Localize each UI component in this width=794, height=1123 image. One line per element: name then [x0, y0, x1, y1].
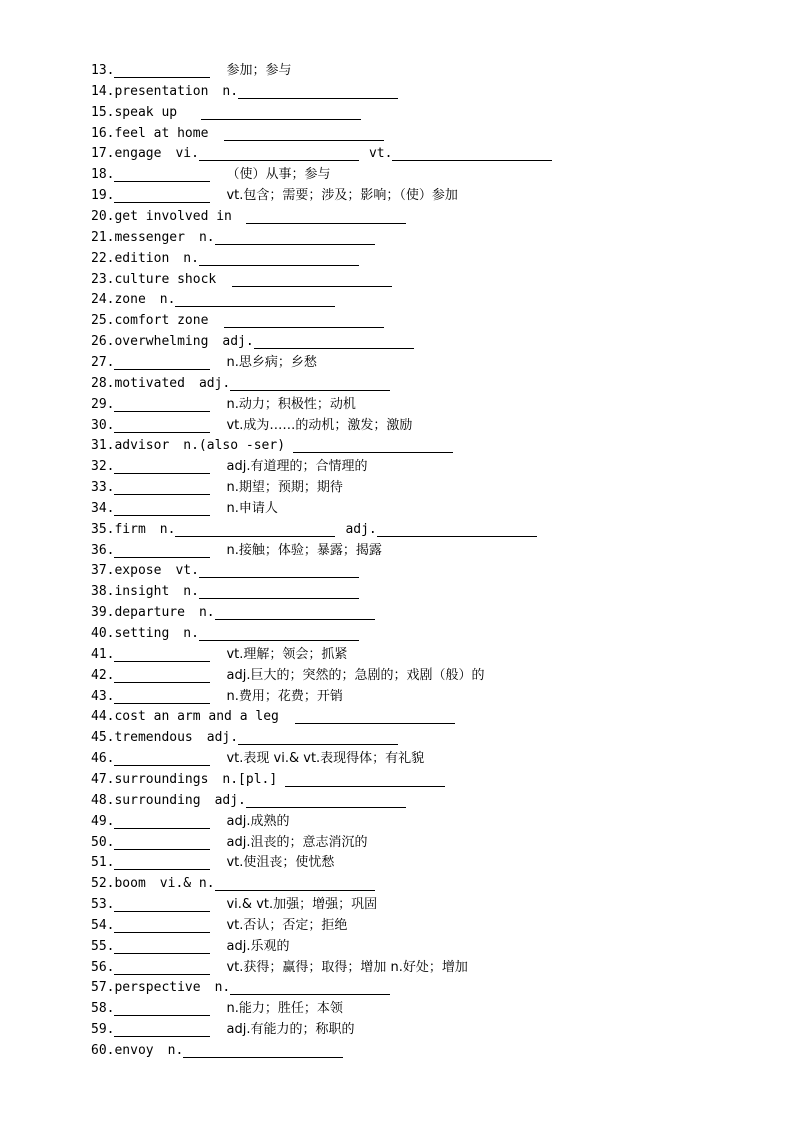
vocab-item	[91, 541, 382, 561]
answer-blank[interactable]	[114, 917, 210, 933]
definition-text: n.	[214, 980, 231, 996]
vocab-item	[91, 353, 317, 373]
answer-blank[interactable]	[230, 375, 390, 391]
vocab-term: engage	[114, 146, 162, 162]
definition-text: vi.	[175, 146, 199, 162]
vocab-item	[91, 520, 537, 540]
vocab-item	[91, 958, 468, 978]
definition-text: n.期望；预期；期待	[226, 480, 343, 495]
definition-text: adj.	[214, 792, 246, 808]
answer-blank[interactable]	[114, 417, 210, 433]
definition-text: n.	[183, 626, 199, 641]
vocab-term: expose	[114, 563, 162, 579]
answer-blank[interactable]	[224, 125, 384, 141]
vocab-item	[91, 436, 453, 456]
vocab-item	[91, 749, 424, 769]
definition-text: adj.有能力的；称职的	[226, 1022, 355, 1038]
vocab-item	[91, 82, 398, 102]
answer-blank[interactable]	[183, 1042, 343, 1058]
vocab-term: departure	[114, 605, 185, 621]
vocab-term: comfort zone	[114, 313, 209, 329]
answer-blank[interactable]	[246, 208, 406, 224]
vocab-item	[91, 270, 392, 290]
item-number: 51.	[91, 855, 115, 871]
definition-text: adj.	[345, 521, 377, 537]
definition-text: adj.	[206, 730, 239, 746]
answer-blank[interactable]	[230, 979, 390, 995]
answer-blank[interactable]	[114, 542, 210, 558]
answer-blank[interactable]	[199, 625, 359, 641]
vocab-item	[91, 916, 347, 936]
vocab-item	[91, 228, 375, 248]
definition-text: n.	[159, 521, 176, 537]
vocab-item	[91, 833, 367, 853]
vocab-item	[91, 249, 359, 269]
vocab-item	[91, 999, 343, 1019]
vocab-item	[91, 874, 375, 894]
vocab-term: edition	[114, 250, 170, 266]
vocab-term: cost an arm and a leg	[114, 709, 279, 725]
item-number: 22.	[91, 250, 115, 266]
item-number: 55.	[91, 938, 115, 954]
vocab-term: speak up	[114, 104, 178, 120]
item-number: 56.	[91, 959, 115, 975]
item-number: 32.	[91, 459, 115, 475]
answer-blank[interactable]	[392, 145, 552, 161]
answer-blank[interactable]	[224, 312, 384, 328]
answer-blank[interactable]	[114, 667, 210, 683]
vocab-term: feel at home	[114, 125, 209, 141]
item-number: 53.	[91, 897, 115, 912]
definition-text: n.思乡病；乡愁	[226, 354, 317, 370]
answer-blank[interactable]	[199, 583, 359, 599]
item-number: 46.	[91, 751, 115, 767]
definition-text: vt.使沮丧；使忧愁	[226, 855, 335, 871]
definition-text: n.	[183, 584, 199, 600]
item-number: 33.	[91, 480, 115, 495]
item-number: 58.	[91, 1001, 115, 1017]
answer-blank[interactable]	[199, 145, 359, 161]
vocab-term: boom	[114, 876, 146, 892]
vocab-item	[91, 707, 455, 727]
item-number: 19.	[91, 188, 115, 204]
item-number: 31.	[91, 438, 115, 454]
vocab-term: get involved in	[114, 209, 232, 224]
definition-text: n.动力；积极性；动机	[226, 396, 356, 412]
definition-text: vt.包含；需要；涉及；影响；（使）参加	[226, 188, 458, 204]
definition-text: adj.	[222, 334, 254, 350]
item-number: 40.	[91, 626, 115, 641]
item-number: 52.	[91, 876, 115, 892]
vocab-item	[91, 124, 384, 144]
answer-blank[interactable]	[114, 187, 210, 203]
vocab-term: motivated	[114, 375, 185, 391]
answer-blank[interactable]	[215, 229, 375, 245]
answer-blank[interactable]	[238, 729, 398, 745]
answer-blank[interactable]	[175, 521, 335, 537]
item-number: 37.	[91, 563, 115, 579]
answer-blank[interactable]	[232, 271, 392, 287]
answer-blank[interactable]	[114, 646, 210, 662]
definition-text: n.接触；体验；暴露；揭露	[226, 542, 382, 558]
item-number: 42.	[91, 667, 115, 683]
vocab-item	[91, 978, 390, 998]
vocab-item	[91, 416, 412, 436]
answer-blank[interactable]	[201, 104, 361, 120]
answer-blank[interactable]	[114, 479, 210, 495]
vocab-term: setting	[114, 626, 170, 641]
definition-text: vt.成为……的动机；激发；激励	[226, 417, 413, 433]
item-number: 59.	[91, 1022, 115, 1038]
answer-blank[interactable]	[114, 834, 210, 850]
answer-blank[interactable]	[285, 771, 445, 787]
vocab-term: surroundings	[114, 771, 209, 787]
item-number: 28.	[91, 375, 115, 391]
definition-text: adj.沮丧的；意志消沉的	[226, 834, 368, 850]
vocab-item	[91, 1020, 354, 1040]
definition-text: adj.有道理的；合情理的	[226, 459, 368, 475]
vocab-term: messenger	[114, 229, 185, 245]
definition-text: vi.& n.	[159, 876, 215, 892]
vocab-item	[91, 770, 445, 790]
item-number: 41.	[91, 646, 115, 662]
answer-blank[interactable]	[114, 896, 210, 912]
definition-text: vt.表现 vi.& vt.表现得体；有礼貌	[226, 751, 425, 767]
item-number: 23.	[91, 271, 115, 287]
vocab-term: overwhelming	[114, 334, 209, 350]
answer-blank[interactable]	[114, 854, 210, 870]
item-number: 35.	[91, 521, 115, 537]
answer-blank[interactable]	[215, 604, 375, 620]
vocab-term: perspective	[114, 980, 201, 996]
item-number: 44.	[91, 709, 115, 725]
vocab-item	[91, 624, 359, 644]
answer-blank[interactable]	[114, 1021, 210, 1037]
definition-text: adj.	[198, 375, 231, 391]
vocab-item	[91, 791, 406, 811]
definition-text: n.申请人	[226, 500, 278, 516]
item-number: 18.	[91, 167, 115, 183]
item-number: 24.	[91, 292, 115, 308]
vocab-item	[91, 582, 359, 602]
vocab-item	[91, 603, 375, 623]
definition-text: n.能力；胜任；本领	[226, 1001, 343, 1017]
definition-text: n.	[222, 83, 239, 99]
answer-blank[interactable]	[114, 813, 210, 829]
vocab-term: insight	[114, 584, 170, 600]
definition-text: n.	[167, 1043, 184, 1058]
item-number: 25.	[91, 313, 115, 329]
answer-blank[interactable]	[199, 562, 359, 578]
vocab-item	[91, 812, 289, 832]
item-number: 16.	[91, 125, 115, 141]
vocab-term: envoy	[114, 1043, 154, 1058]
answer-blank[interactable]	[175, 291, 335, 307]
item-number: 39.	[91, 605, 115, 621]
vocab-term: zone	[114, 292, 146, 308]
vocab-item	[91, 207, 406, 227]
definition-text: vt.理解；领会；抓紧	[226, 646, 348, 662]
answer-blank[interactable]	[238, 83, 398, 99]
answer-blank[interactable]	[114, 1000, 210, 1016]
answer-blank[interactable]	[254, 333, 414, 349]
vocab-item	[91, 332, 414, 352]
vocab-term: presentation	[114, 83, 209, 99]
definition-text: n.	[198, 605, 215, 621]
vocab-term: firm	[114, 521, 146, 537]
definition-text: vt.	[368, 146, 393, 162]
answer-blank[interactable]	[114, 62, 210, 78]
item-number: 20.	[91, 209, 115, 224]
item-number: 21.	[91, 229, 115, 245]
item-number: 26.	[91, 334, 115, 350]
item-number: 27.	[91, 354, 115, 370]
vocab-item	[91, 311, 384, 331]
answer-blank[interactable]	[215, 875, 375, 891]
answer-blank[interactable]	[114, 688, 210, 704]
answer-blank[interactable]	[114, 500, 210, 516]
item-number: 17.	[91, 146, 115, 162]
definition-text: n.费用；花费；开销	[226, 688, 343, 704]
item-number: 14.	[91, 83, 115, 99]
vocab-item	[91, 499, 278, 519]
answer-blank[interactable]	[246, 792, 406, 808]
answer-blank[interactable]	[293, 437, 453, 453]
vocab-term: culture shock	[114, 271, 217, 287]
item-number: 15.	[91, 104, 115, 120]
item-number: 36.	[91, 542, 115, 558]
answer-blank[interactable]	[114, 959, 210, 975]
vocab-item	[91, 374, 390, 394]
definition-text: vt.否认；否定；拒绝	[226, 917, 348, 933]
vocab-item	[91, 478, 343, 498]
item-number: 50.	[91, 834, 115, 850]
vocab-item	[91, 61, 292, 81]
answer-blank[interactable]	[295, 708, 455, 724]
answer-blank[interactable]	[114, 396, 210, 412]
answer-blank[interactable]	[114, 354, 210, 370]
definition-text: adj.乐观的	[226, 938, 290, 954]
vocab-item	[91, 645, 347, 665]
definition-text: （使）从事；参与	[226, 167, 331, 183]
definition-text: n.	[198, 229, 215, 245]
item-number: 34.	[91, 500, 115, 516]
vocab-item	[91, 165, 331, 185]
definition-text: n.[pl.]	[222, 771, 278, 787]
definition-text: adj.成熟的	[226, 813, 290, 829]
vocab-item	[91, 895, 377, 915]
item-number: 30.	[91, 417, 115, 433]
vocab-term: tremendous	[114, 730, 193, 746]
vocab-term: advisor	[114, 438, 170, 454]
vocab-item	[91, 853, 334, 873]
item-number: 60.	[91, 1043, 115, 1058]
item-number: 47.	[91, 771, 115, 787]
definition-text: vt.	[175, 563, 199, 579]
vocab-item	[91, 666, 484, 686]
item-number: 49.	[91, 813, 115, 829]
item-number: 43.	[91, 688, 115, 704]
definition-text: vt.获得；赢得；取得；增加 n.好处；增加	[226, 959, 468, 975]
vocab-item	[91, 457, 367, 477]
vocab-item	[91, 728, 398, 748]
definition-text: adj.巨大的；突然的；急剧的；戏剧（般）的	[226, 667, 485, 683]
answer-blank[interactable]	[199, 250, 359, 266]
vocab-term: surrounding	[114, 792, 201, 808]
item-number: 45.	[91, 730, 115, 746]
vocab-item	[91, 290, 335, 310]
definition-text: vi.& vt.加强；增强；巩固	[226, 897, 378, 912]
answer-blank[interactable]	[114, 458, 210, 474]
item-number: 54.	[91, 917, 115, 933]
item-number: 48.	[91, 792, 115, 808]
vocab-item	[91, 687, 343, 707]
vocab-item	[91, 144, 552, 164]
answer-blank[interactable]	[377, 521, 537, 537]
vocab-item	[91, 186, 458, 206]
answer-blank[interactable]	[114, 166, 210, 182]
answer-blank[interactable]	[114, 750, 210, 766]
item-number: 13.	[91, 63, 115, 78]
item-number: 38.	[91, 584, 115, 600]
definition-text: n.	[183, 250, 199, 266]
vocab-item	[91, 561, 359, 581]
definition-text: n.	[159, 292, 176, 308]
vocab-item	[91, 1041, 343, 1061]
vocab-item	[91, 103, 361, 123]
vocab-item	[91, 395, 356, 415]
item-number: 29.	[91, 396, 115, 412]
definition-text: 参加；参与	[226, 63, 292, 78]
definition-text: n.(also -ser)	[183, 438, 286, 454]
item-number: 57.	[91, 980, 115, 996]
answer-blank[interactable]	[114, 938, 210, 954]
vocab-item	[91, 937, 289, 957]
